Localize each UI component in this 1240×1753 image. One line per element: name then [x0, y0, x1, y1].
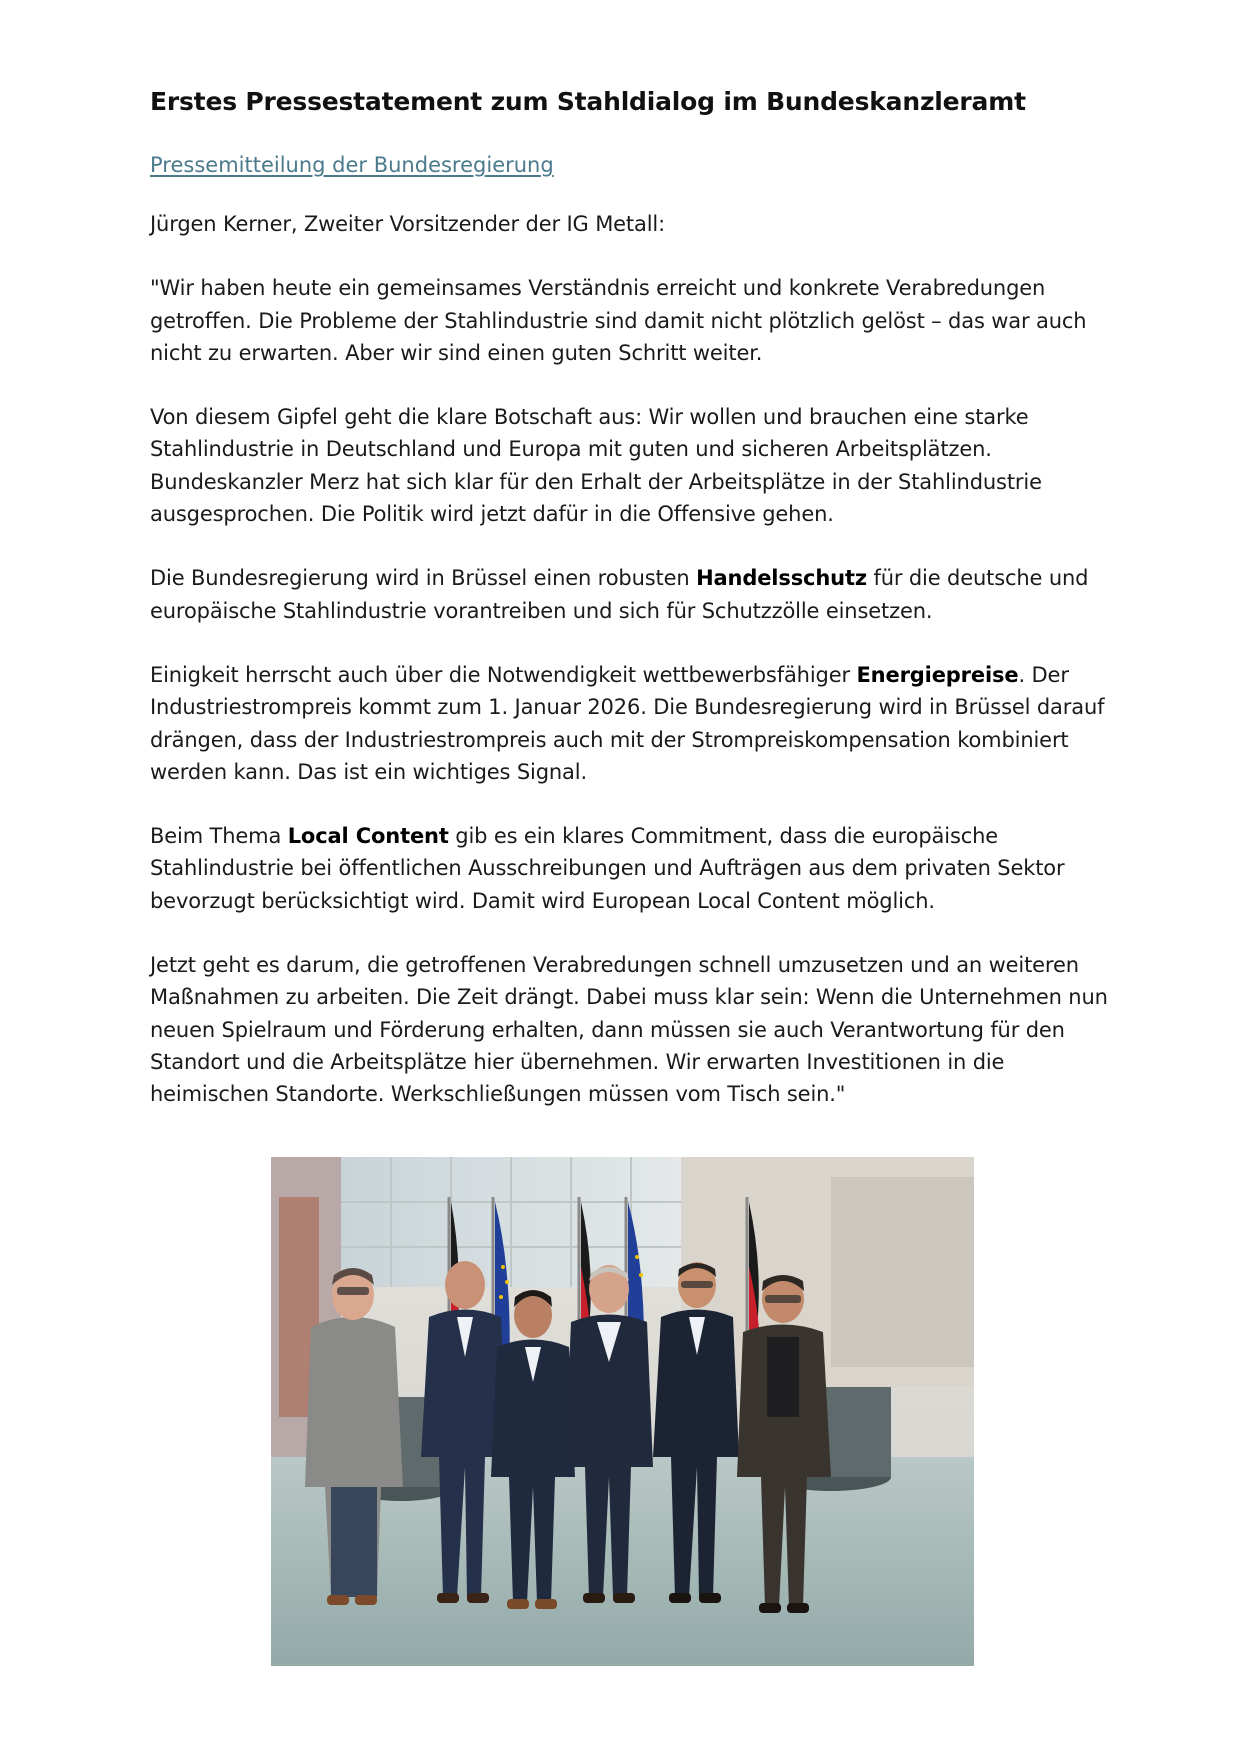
keyword-energiepreise: Energiepreise	[856, 662, 1019, 687]
source-link[interactable]: Pressemitteilung der Bundesregierung	[150, 153, 554, 177]
paragraph-1: "Wir haben heute ein gemeinsames Verständnis erreicht und konkrete Verabredungen getroffen. Die Probleme der Stahlindustrie sind damit nicht plötzlich gelöst – das war auch nicht zu erwarten. Aber wir sind einen guten Schritt weiter.	[150, 276, 1087, 365]
paragraph-2: Von diesem Gipfel geht die klare Botschaft aus: Wir wollen und brauchen eine starke Stahlindustrie in Deutschland und Europa mit guten und sicheren Arbeitsplätzen. Bundeskanzler Merz hat sich klar für den Erhalt der Arbeitsplätze in der Stahlindustrie ausgesprochen. Die Politik wird jetzt dafür in die Offensive gehen.	[150, 405, 1042, 527]
paragraph-4	[150, 659, 1110, 788]
paragraph-4-text-end: . Der Industriestrompreis kommt zum 1. Januar 2026. Die Bundesregierung wird in Brüssel darauf drängen, dass der Industriestrompreis auch mit der Strompreiskompensation kombiniert werden kann. Das ist ein wichtiges Signal.	[150, 662, 1105, 784]
keyword-local-content: Local Content	[287, 824, 449, 849]
paragraph-3-text-end: für die deutsche und europäische Stahlindustrie vorantreiben und sich für Schutzzölle einsetzen.	[150, 566, 1089, 623]
document-title: Erstes Pressestatement zum Stahldialog im Bundeskanzleramt	[150, 87, 1026, 116]
paragraph-3	[150, 562, 1110, 627]
keyword-handelsschutz: Handelsschutz	[696, 566, 867, 591]
group-photo	[271, 1157, 974, 1666]
speaker-line: Jürgen Kerner, Zweiter Vorsitzender der IG Metall:	[150, 212, 666, 236]
paragraph-5-text-start: Beim Thema	[150, 824, 288, 849]
paragraph-6: Jetzt geht es darum, die getroffenen Verabredungen schnell umzusetzen und an weiteren Maßnahmen zu arbeiten. Die Zeit drängt. Dabei muss klar sein: Wenn die Unternehmen nun neuen Spielraum und Förderung erhalten, dann müssen sie auch Verantwortung für den Standort und die Arbeitsplätze hier übernehmen. Wir erwarten Investitionen in die heimischen Standorte. Werkschließungen müssen vom Tisch sein."	[150, 953, 1108, 1107]
paragraph-5	[150, 820, 1110, 917]
paragraph-5-text-end: gib es ein klares Commitment, dass die europäische Stahlindustrie bei öffentlichen Ausschreibungen und Aufträgen aus dem privaten Sektor bevorzugt berücksichtigt wird. Damit wird European Local Content möglich.	[150, 824, 1065, 913]
paragraph-4-text-start: Einigkeit herrscht auch über die Notwendigkeit wettbewerbsfähiger	[150, 662, 857, 687]
document-body	[150, 86, 1110, 1111]
group-photo-illustration	[271, 1157, 974, 1666]
paragraph-3-text-start: Die Bundesregierung wird in Brüssel einen robusten	[150, 566, 697, 591]
